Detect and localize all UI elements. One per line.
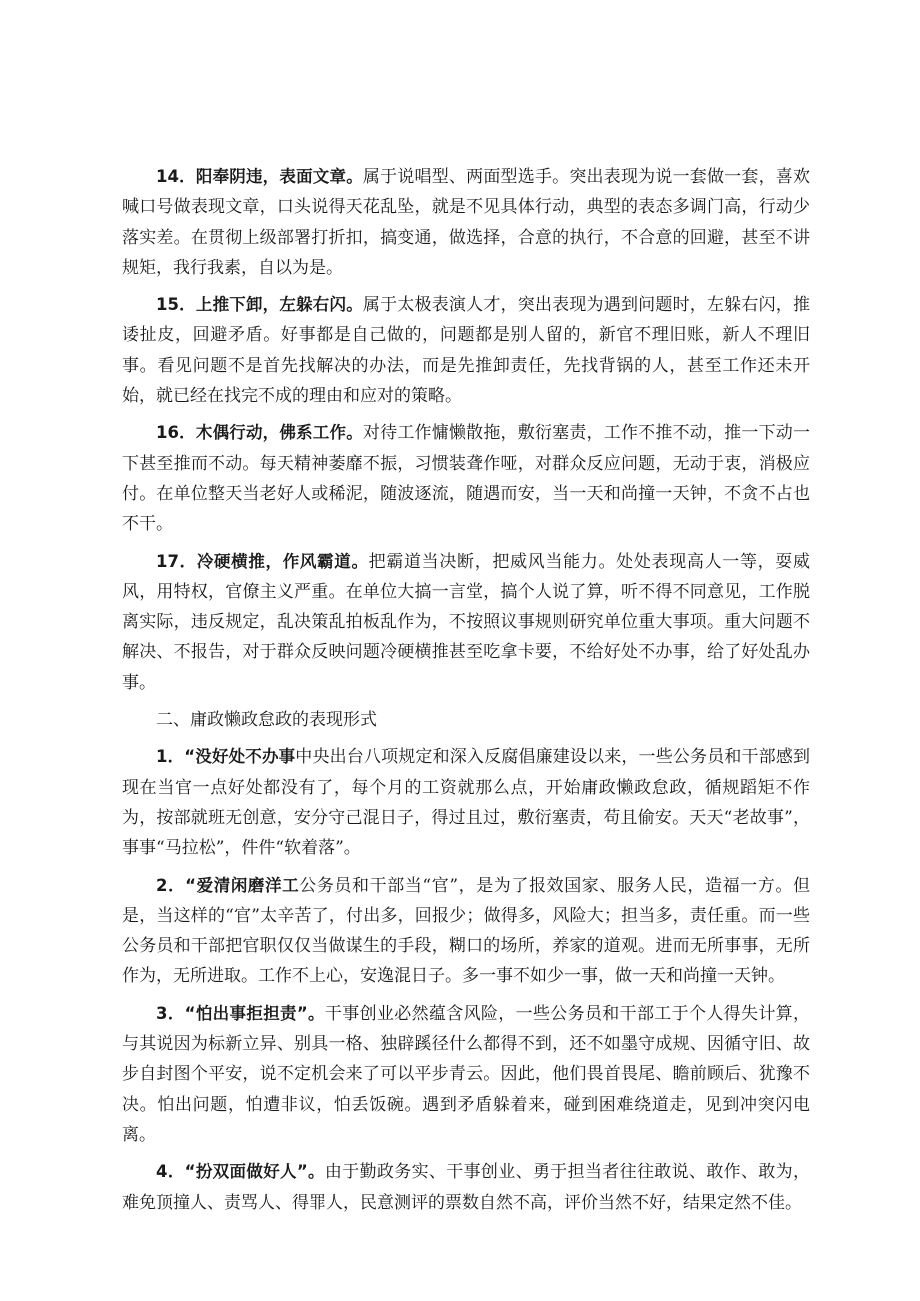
paragraph-body: 属于太极表演人才，突出表现为遇到问题时，左躲右闪，推诿扯皮，回避矛盾。好事都是自己做的，问题都是别人留的，新官不理旧账，新人不理旧事。看见问题不是首先找解决的办法，而是先推卸责任，先找背锅的人，甚至工作还未开始，就已经在找完不成的理由和应对的策略。 — [122, 295, 810, 407]
paragraph-item-4 — [122, 1157, 810, 1218]
paragraph-heading: 3．“怕出事拒担责”。 — [156, 1003, 325, 1023]
paragraph-body: 对待工作慵懒散拖，敷衍塞责，工作不推不动，推一下动一下甚至推而不动。每天精神萎靡不振，习惯装聋作哑，对群众反应问题，无动于衷，消极应付。在单位整天当老好人或稀泥，随波逐流，随遇而安，当一天和尚撞一天钟，不贪不占也不干。 — [122, 423, 810, 535]
paragraph-15 — [122, 290, 810, 411]
paragraph-heading: 16．木偶行动，佛系工作。 — [156, 423, 363, 443]
paragraph-body: 公务员和干部当“官”，是为了报效国家、服务人民，造福一方。但是，当这样的“官”太辛苦了，付出多，回报少；做得多，风险大；担当多，责任重。而一些公务员和干部把官职仅仅当做谋生的手段，糊口的场所，养家的道观。进而无所事事，无所作为，无所进取。工作不上心，安逸混日子。多一事不如少一事，做一天和尚撞一天钟。 — [122, 875, 811, 987]
paragraph-14 — [122, 162, 810, 283]
paragraph-item-3 — [122, 999, 810, 1150]
paragraph-body: 干事创业必然蕴含风险，一些公务员和干部工于个人得失计算，与其说因为标新立异、别具一格、独辟蹊径什么都得不到，还不如墨守成规、因循守旧、故步自封图个平安，说不定机会来了可以平步青云。因此，他们畏首畏尾、瞻前顾后、犹豫不决。怕出问题，怕遭非议，怕丢饭碗。遇到矛盾躲着来，碰到困难绕道走，见到冲突闪电离。 — [122, 1003, 811, 1145]
paragraph-body: 属于说唱型、两面型选手。突出表现为说一套做一套，喜欢喊口号做表现文章，口头说得天花乱坠，就是不见具体行动，典型的表态多调门高，行动少落实差。在贯彻上级部署打折扣，搞变通，做选择，合意的执行，不合意的回避，甚至不讲规矩，我行我素，自以为是。 — [122, 167, 810, 278]
paragraph-heading: 17．冷硬横推，作风霸道。 — [156, 551, 369, 571]
paragraph-16 — [122, 418, 810, 539]
paragraph-heading: 14．阳奉阴违，表面文章。 — [156, 167, 363, 186]
paragraph-body: 中央出台八项规定和深入反腐倡廉建设以来，一些公务员和干部感到现在当官一点好处都没有了，每个月的工资就那么点，开始庸政懒政怠政，循规蹈矩不作为，按部就班无创意，安分守己混日子，得过且过，敷衍塞责，苟且偷安。天天“老故事”，事事“马拉松”，件件“软着落”。 — [122, 747, 811, 859]
document-page — [122, 162, 810, 1225]
paragraph-heading: 15．上推下卸，左躲右闪。 — [156, 295, 363, 315]
paragraph-item-2 — [122, 871, 810, 992]
paragraph-heading: 1．“没好处不办事 — [156, 747, 296, 767]
paragraph-17 — [122, 547, 810, 698]
paragraph-body: 把霸道当决断，把威风当能力。处处表现高人一等，耍威风，用特权，官僚主义严重。在单位大搞一言堂，搞个人说了算，听不得不同意见，工作脱离实际，违反规定，乱决策乱拍板乱作为，不按照议事规则研究单位重大事项。重大问题不解决、不报告，对于群众反映问题冷硬横推甚至吃拿卡要，不给好处不办事，给了好处乱办事。 — [122, 551, 810, 693]
paragraph-heading: 2．“爱清闲磨洋工 — [156, 875, 300, 895]
paragraph-body: 由于勤政务实、干事创业、勇于担当者往往敢说、敢作、敢为，难免顶撞人、责骂人、得罪人，民意测评的票数自然不高，评价当然不好，结果定然不佳。 — [122, 1162, 811, 1213]
section-heading: 二、庸政懒政怠政的表现形式 — [156, 710, 377, 731]
paragraph-item-1 — [122, 742, 810, 863]
paragraph-heading: 4．“扮双面做好人”。 — [156, 1162, 325, 1182]
